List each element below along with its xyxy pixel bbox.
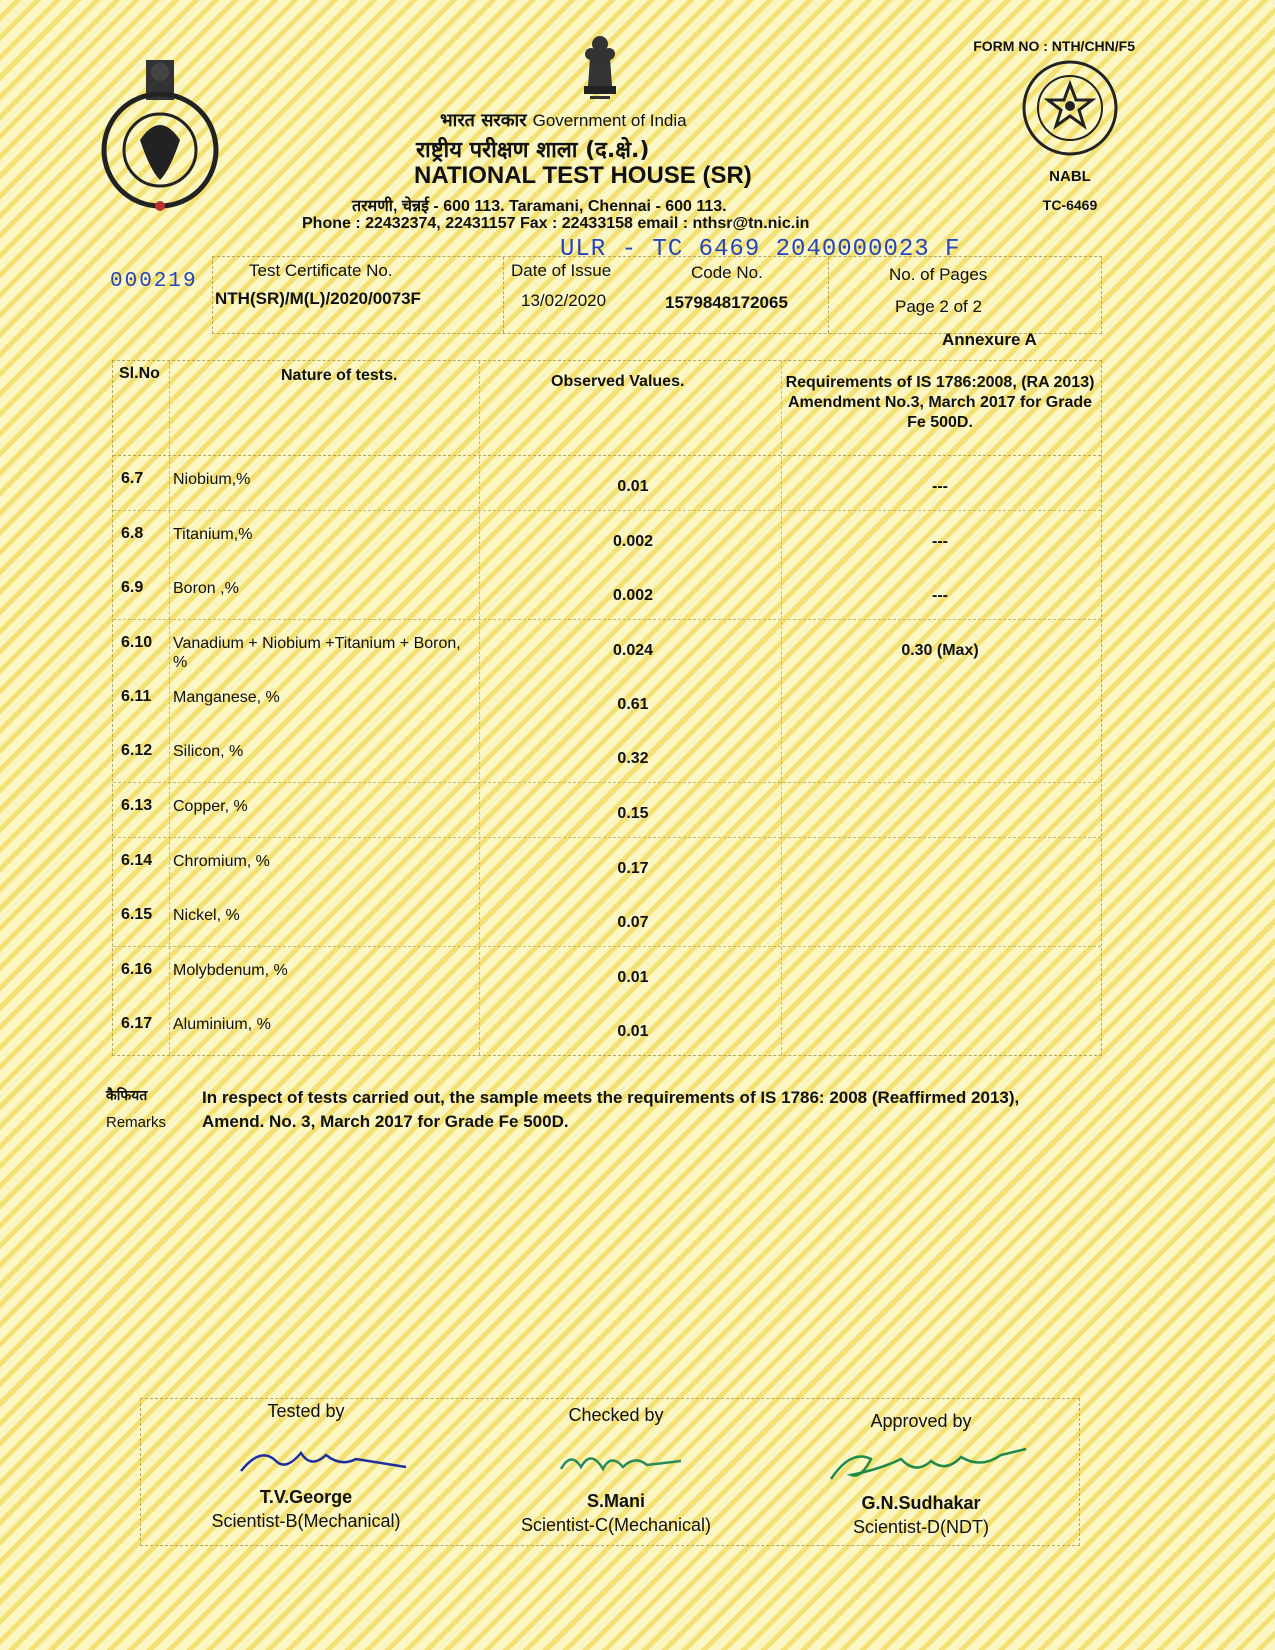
signatory-name: T.V.George (259, 1487, 353, 1507)
table-row (113, 892, 1101, 947)
row-sl-no: 6.15 (121, 906, 153, 923)
row-observed-value: 0.002 (612, 587, 654, 604)
header-address: तरमणी, चेन्नई - 600 113. Taramani, Chennai - 600 113. (352, 198, 727, 215)
row-requirement: --- (932, 587, 948, 604)
row-sl-no: 6.16 (121, 961, 153, 978)
row-nature: Vanadium + Niobium +Titanium + Boron, % (173, 635, 461, 671)
row-observed-value: 0.01 (617, 969, 649, 986)
table-row (113, 620, 1101, 674)
row-nature: Boron ,% (173, 580, 239, 597)
row-observed-value: 0.32 (617, 750, 649, 767)
row-observed-value: 0.15 (617, 805, 649, 822)
signature-title: Tested by (267, 1401, 345, 1421)
table-row (113, 565, 1101, 620)
signature-tested (181, 1399, 431, 1545)
row-nature: Nickel, % (173, 907, 240, 924)
row-sl-no: 6.8 (121, 525, 144, 542)
header-org-name: NATIONAL TEST HOUSE (SR) (414, 162, 752, 189)
row-sl-no: 6.12 (121, 742, 153, 759)
signature-approved (791, 1399, 1051, 1545)
signature-mani-mark (551, 1445, 691, 1481)
state-emblem-icon (580, 28, 620, 104)
code-number-label: Code No. (691, 263, 763, 282)
row-requirement: --- (932, 533, 948, 550)
row-observed-value: 0.17 (617, 860, 649, 877)
header-nature: Nature of tests. (281, 367, 398, 384)
row-nature: Niobium,% (173, 471, 251, 488)
table-row (113, 728, 1101, 783)
row-sl-no: 6.10 (121, 634, 153, 651)
header-government-hindi: भारत सरकार (440, 110, 527, 131)
signature-title: Checked by (568, 1405, 664, 1425)
row-nature: Chromium, % (173, 853, 270, 870)
row-observed-value: 0.07 (617, 914, 649, 931)
row-sl-no: 6.11 (121, 688, 152, 705)
row-observed-value: 0.61 (617, 696, 649, 713)
header-government (440, 108, 687, 132)
table-row (113, 456, 1101, 511)
row-nature: Molybdenum, % (173, 962, 288, 979)
table-row (113, 838, 1101, 892)
table-row (113, 511, 1101, 565)
row-requirement: 0.30 (Max) (901, 642, 979, 659)
date-of-issue-value: 13/02/2020 (521, 291, 607, 310)
table-row (113, 674, 1101, 728)
row-nature: Silicon, % (173, 743, 244, 760)
row-nature: Copper, % (173, 798, 248, 815)
row-sl-no: 6.14 (121, 852, 153, 869)
row-nature: Manganese, % (173, 689, 280, 706)
row-sl-no: 6.17 (121, 1015, 153, 1032)
row-nature: Titanium,% (173, 526, 253, 543)
signatures-block (140, 1398, 1080, 1546)
row-observed-value: 0.024 (612, 642, 654, 659)
test-results-table (112, 360, 1102, 1056)
header-hindi-name: राष्ट्रीय परीक्षण शाला (द.क्षे.) (416, 138, 650, 163)
remarks-text: In respect of tests carried out, the sample meets the requirements of IS 1786: 2008 (Reaffirmed 2013), Amend. No. 3, March 2017 for Grade Fe 500D. (202, 1088, 1020, 1131)
row-sl-no: 6.7 (121, 470, 144, 487)
header-government-english: Government of India (532, 111, 687, 130)
signature-checked (481, 1399, 751, 1545)
ulr-stamp: ULR - TC 6469 2040000023 F (560, 236, 961, 263)
signatory-role: Scientist-B(Mechanical) (211, 1511, 401, 1531)
date-of-issue-label: Date of Issue (511, 261, 612, 280)
row-requirement: --- (932, 478, 948, 495)
nabl-tc-number: TC-6469 (1042, 197, 1098, 213)
row-observed-value: 0.01 (617, 478, 649, 495)
header-contact: Phone : 22432374, 22431157 Fax : 22433158 email : nthsr@tn.nic.in (302, 215, 810, 232)
serial-number-stamp: 000219 (110, 270, 198, 293)
pages-label: No. of Pages (889, 265, 988, 284)
header-requirements: Requirements of IS 1786:2008, (RA 2013) Amendment No.3, March 2017 for Grade Fe 500D. (785, 374, 1095, 431)
nabl-label: NABL (1049, 168, 1091, 185)
row-observed-value: 0.002 (612, 533, 654, 550)
row-observed-value: 0.01 (617, 1023, 649, 1040)
signatory-role: Scientist-C(Mechanical) (520, 1515, 712, 1535)
nth-logo-icon (100, 60, 220, 220)
signature-george-mark (231, 1441, 411, 1481)
signatory-role: Scientist-D(NDT) (852, 1517, 989, 1537)
signature-title: Approved by (870, 1411, 972, 1431)
table-body (113, 456, 1101, 1055)
form-number: FORM NO : NTH/CHN/F5 (973, 38, 1135, 54)
nabl-logo-icon (1020, 58, 1120, 158)
cert-number-value: NTH(SR)/M(L)/2020/0073F (215, 289, 421, 308)
code-number-value: 1579848172065 (665, 293, 788, 312)
table-row (113, 1001, 1101, 1055)
header-observed: Observed Values. (551, 373, 685, 390)
signatory-name: G.N.Sudhakar (861, 1493, 981, 1513)
table-header (113, 361, 1101, 456)
table-row (113, 783, 1101, 838)
row-nature: Aluminium, % (173, 1016, 271, 1033)
remarks-label: Remarks (106, 1114, 167, 1131)
pages-value: Page 2 of 2 (895, 297, 982, 316)
table-row (113, 947, 1101, 1001)
header-sl-no: Sl.No (119, 365, 160, 382)
certificate-info (212, 256, 1102, 334)
cert-number-label: Test Certificate No. (249, 261, 393, 280)
annexure-label: Annexure A (942, 330, 1037, 349)
row-sl-no: 6.9 (121, 579, 144, 596)
row-sl-no: 6.13 (121, 797, 153, 814)
signatory-name: S.Mani (586, 1491, 645, 1511)
remarks-label-hindi: कैफियत (106, 1088, 148, 1104)
signature-sudhakar-mark (821, 1439, 1031, 1489)
